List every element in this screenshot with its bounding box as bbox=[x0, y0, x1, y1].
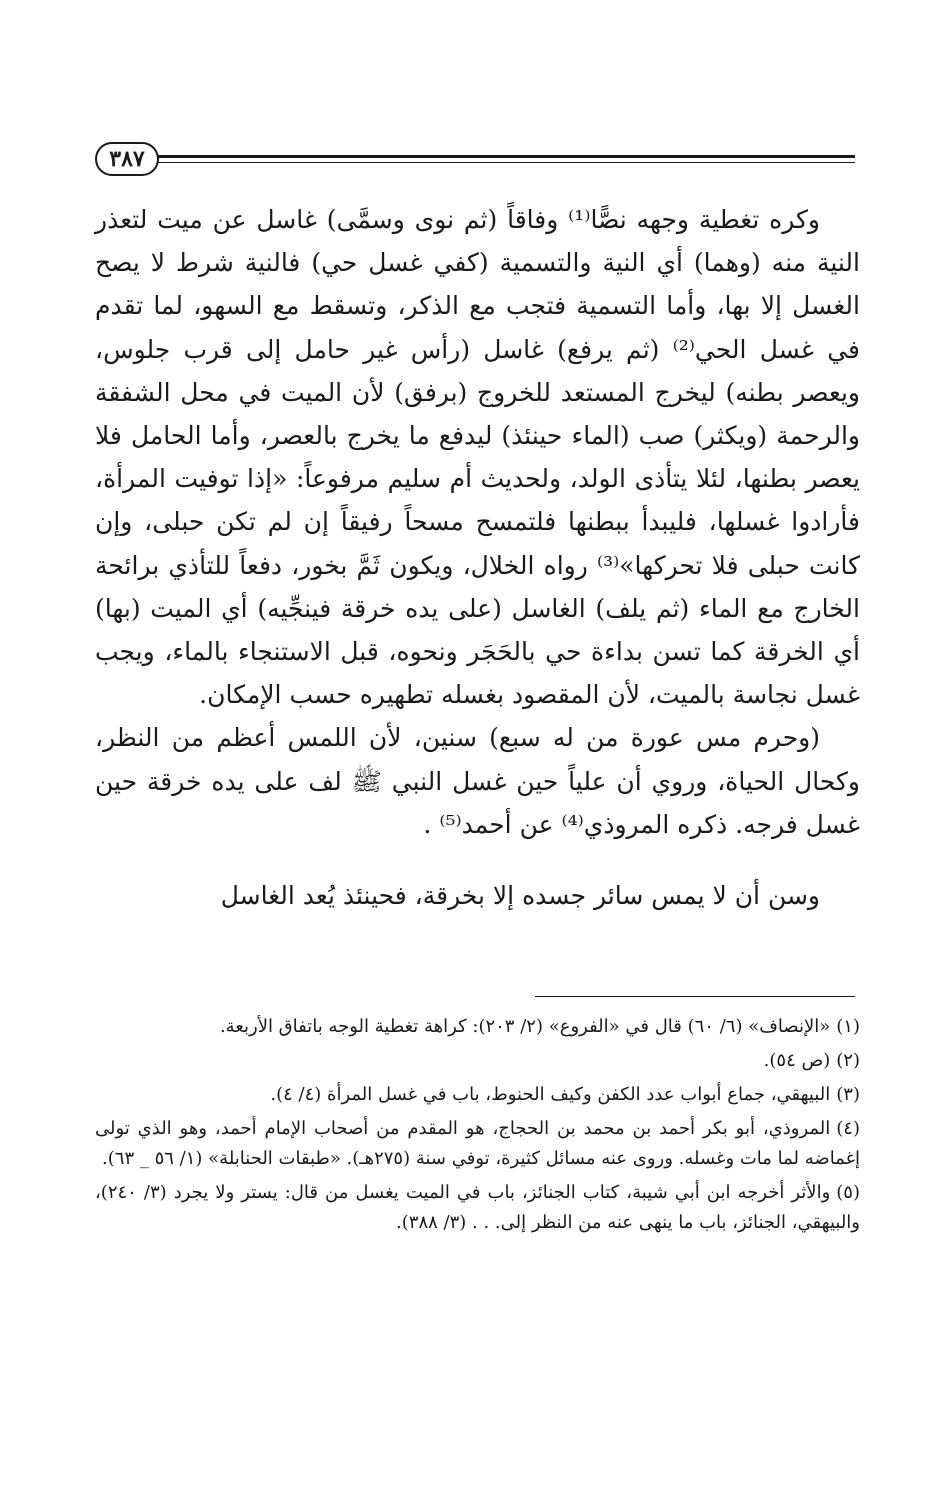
page-number: ٣٨٧ bbox=[109, 146, 145, 172]
header-rule-thick bbox=[157, 155, 855, 158]
footnote-number: (٢) bbox=[836, 1050, 860, 1071]
footnote-text: البيهقي، جماع أبواب عدد الكفن وكيف الحنوط، باب في غسل المرأة (٤/ ٤). bbox=[270, 1084, 831, 1105]
paragraph: (وحرم مس عورة من له سبع) سنين، لأن اللمس أعظم من النظر، وكحال الحياة، وروي أن علياً حين غسل النبي ﷺ لف على يده خرقة حين غسل فرجه. ذكره المروذي⁽⁴⁾ عن أحمد⁽⁵⁾ . bbox=[95, 723, 860, 839]
page-header bbox=[95, 142, 855, 182]
paragraph: وسن أن لا يمس سائر جسده إلا بخرقة، فحينئذ يُعد الغاسل bbox=[220, 881, 820, 911]
footnote-number: (١) bbox=[836, 1016, 860, 1037]
footnote bbox=[95, 1114, 860, 1174]
page-number-badge bbox=[95, 142, 159, 176]
footnote bbox=[95, 1012, 860, 1042]
main-text bbox=[95, 198, 860, 917]
footnote-text: والأثر أخرجه ابن أبي شيبة، كتاب الجنائز، باب في الميت يغسل من قال: يستر ولا يجرد (٣/ ٢٤٠)، والبيهقي، الجنائز، باب ما ينهى عنه من النظر إلى. . . (٣/ ٣٨٨). bbox=[95, 1182, 860, 1233]
footnote-text: «الإنصاف» (٦/ ٦٠) قال في «الفروع» (٢/ ٢٠٣): كراهة تغطية الوجه باتفاق الأربعة. bbox=[219, 1016, 831, 1037]
footnote-separator bbox=[535, 996, 855, 997]
footnote bbox=[95, 1046, 860, 1076]
header-rule-thin bbox=[157, 162, 855, 163]
footnotes bbox=[95, 1012, 860, 1242]
paragraph: وكره تغطية وجهه نصًّا⁽¹⁾ وفاقاً (ثم نوى وسمَّى) غاسل عن ميت لتعذر النية منه (وهما) أي النية والتسمية (كفي غسل حي) فالنية شرط لا يصح الغسل إلا بها، وأما التسمية فتجب مع الذكر، وتسقط مع السهو، لما تقدم في غسل الحي⁽²⁾ (ثم يرفع) غاسل (رأس غير حامل إلى قرب جلوس، ويعصر بطنه) ليخرج المستعد للخروج (برفق) لأن الميت في محل الشفقة والرحمة (ويكثر) صب (الماء حينئذ) ليدفع ما يخرج بالعصر، وأما الحامل فلا يعصر بطنها، لئلا يتأذى الولد، ولحديث أم سليم مرفوعاً: «إذا توفيت المرأة، فأرادوا غسلها، فليبدأ ببطنها فلتمسح مسحاً رفيقاً إن لم تكن حبلى، وإن كانت حبلى فلا تحركها»⁽³⁾ رواه الخلال، ويكون ثَمَّ بخور، دفعاً للتأذي برائحة الخارج مع الماء (ثم يلف) الغاسل (على يده خرقة فينجِّيه) أي الميت (بها) أي الخرقة كما تسن بداءة حي بالحَجَر ونحوه، قبل الاستنجاء بالماء، ويجب غسل نجاسة بالميت، لأن المقصود بغسله تطهيره حسب الإمكان. bbox=[95, 205, 860, 710]
footnote bbox=[95, 1080, 860, 1110]
footnote-text: المروذي، أبو بكر أحمد بن محمد بن الحجاج، هو المقدم من أصحاب الإمام أحمد، وهو الذي تولى إغماضه لما مات وغسله. وروى عنه مسائل كثيرة، توفي سنة (٢٧٥هـ). «طبقات الحنابلة» (١/ ٥٦ _ ٦٣). bbox=[95, 1118, 860, 1169]
footnote-text: (ص ٥٤). bbox=[763, 1050, 831, 1071]
footnote-number: (٥) bbox=[836, 1182, 860, 1203]
footnote-number: (٤) bbox=[836, 1118, 860, 1139]
footnote bbox=[95, 1178, 860, 1238]
footnote-number: (٣) bbox=[836, 1084, 860, 1105]
